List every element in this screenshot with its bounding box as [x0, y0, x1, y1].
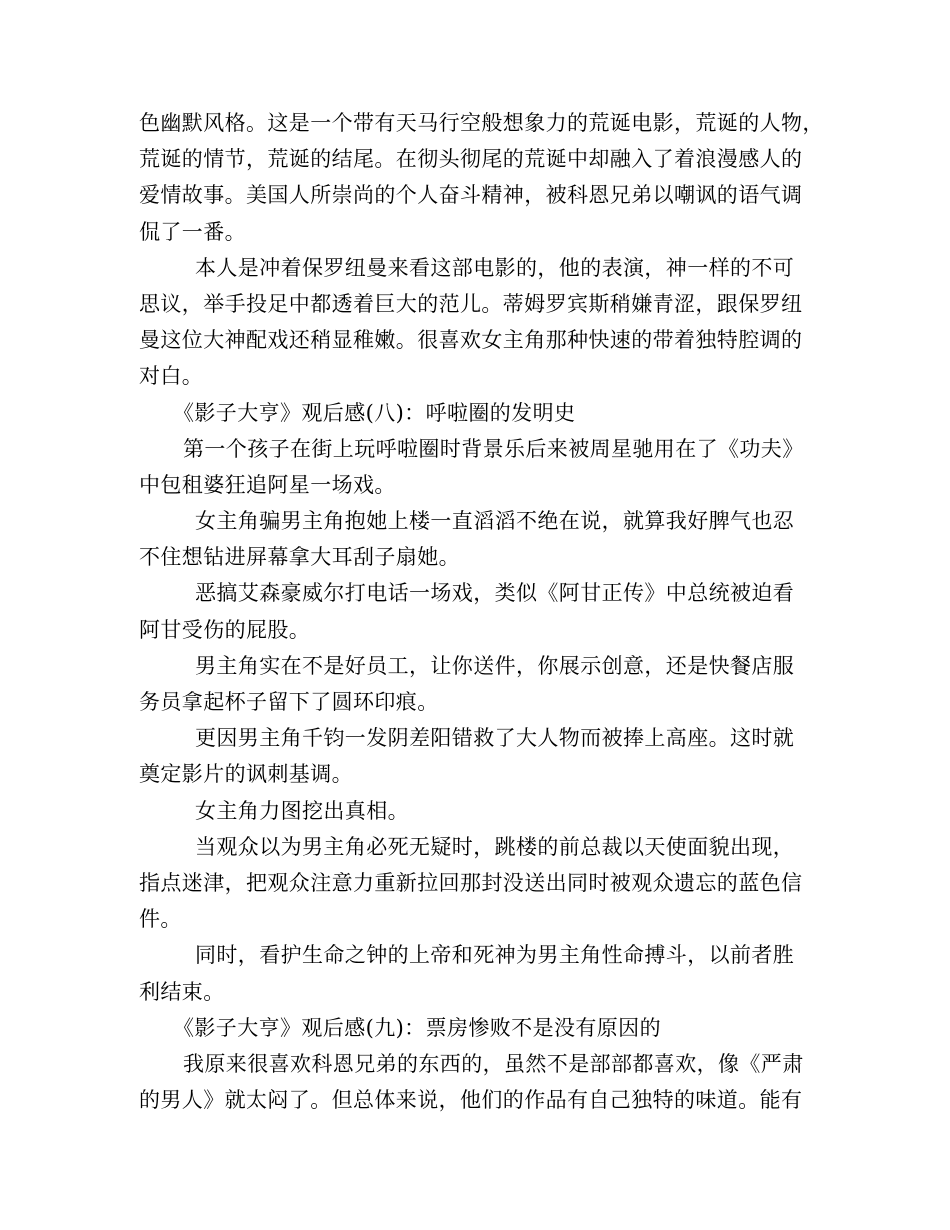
- text-line: 思议，举手投足中都透着巨大的范儿。蒂姆罗宾斯稍嫌青涩，跟保罗纽: [139, 291, 803, 316]
- text-line: 指点迷津，把观众注意力重新拉回那封没送出同时被观众遗忘的蓝色信: [139, 870, 803, 895]
- paragraph-start-line: 男主角实在不是好员工，让你送件，你展示创意，还是快餐店服: [195, 653, 795, 678]
- text-line: 阿甘受伤的屁股。: [139, 617, 311, 642]
- section-heading: 《影子大亨》观后感(九)：票房惨败不是没有原因的: [173, 1015, 661, 1040]
- paragraph-start-line: 我原来很喜欢科恩兄弟的东西的，虽然不是部部都喜欢，像《严肃: [183, 1051, 804, 1076]
- paragraph-start-line: 更因男主角千钧一发阴差阳错救了大人物而被捧上高座。这时就: [195, 726, 795, 751]
- text-line: 务员拿起杯子留下了圆环印痕。: [139, 690, 439, 714]
- text-line: 曼这位大神配戏还稍显稚嫩。很喜欢女主角那种快速的带着独特腔调的: [139, 328, 803, 353]
- paragraph-start-line: 恶搞艾森豪威尔打电话一场戏，类似《阿甘正传》中总统被迫看: [195, 581, 795, 606]
- text-line: 荒诞的情节，荒诞的结尾。在彻头彻尾的荒诞中却融入了着浪漫感人的: [139, 147, 803, 172]
- text-line: 不住想钻进屏幕拿大耳刮子扇她。: [139, 545, 460, 570]
- paragraph-start-line: 女主角力图挖出真相。: [195, 798, 409, 823]
- text-line: 对白。: [139, 364, 204, 389]
- text-line: 利结束。: [139, 979, 225, 1004]
- text-line: 件。: [139, 907, 182, 932]
- document-body: [139, 105, 824, 1118]
- text-line: 侃了一番。: [139, 219, 246, 244]
- paragraph-start-line: 第一个孩子在街上玩呼啦圈时背景乐后来被周星驰用在了《功夫》: [183, 436, 804, 461]
- text-line: 色幽默风格。这是一个带有天马行空般想象力的荒诞电影，荒诞的人物，: [139, 111, 824, 135]
- section-heading: 《影子大亨》观后感(八)：呼啦圈的发明史: [173, 400, 576, 425]
- paragraph-start-line: 当观众以为男主角必死无疑时，跳楼的前总裁以天使面貌出现，: [195, 834, 795, 859]
- text-line: 的男人》就太闷了。但总体来说，他们的作品有自己独特的味道。能有: [139, 1088, 803, 1113]
- paragraph-start-line: 本人是冲着保罗纽曼来看这部电影的，他的表演，神一样的不可: [195, 255, 795, 280]
- text-line: 中包租婆狂追阿星一场戏。: [139, 472, 396, 497]
- text-line: 爱情故事。美国人所崇尚的个人奋斗精神，被科恩兄弟以嘲讽的语气调: [139, 183, 803, 208]
- paragraph-start-line: 女主角骗男主角抱她上楼一直滔滔不绝在说，就算我好脾气也忍: [195, 509, 795, 534]
- text-line: 奠定影片的讽刺基调。: [139, 762, 353, 787]
- paragraph-start-line: 同时，看护生命之钟的上帝和死神为男主角性命搏斗，以前者胜: [195, 943, 795, 968]
